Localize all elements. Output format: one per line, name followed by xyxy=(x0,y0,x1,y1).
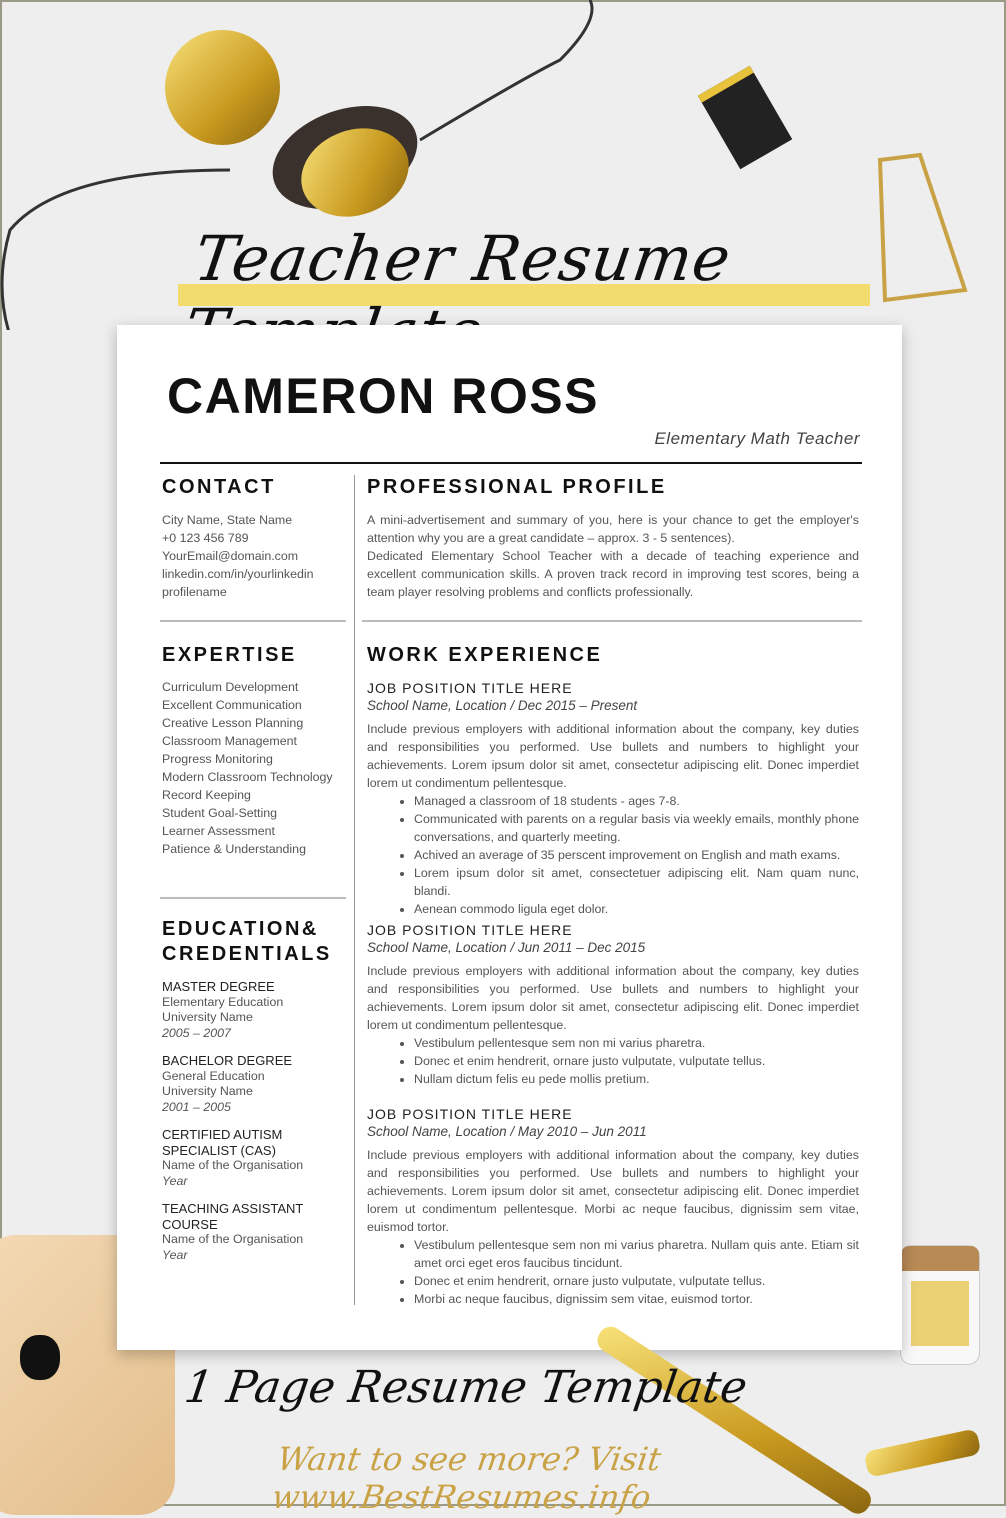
education-title: BACHELOR DEGREE xyxy=(162,1053,293,1068)
section-divider xyxy=(160,897,346,899)
job-entry xyxy=(367,922,859,1088)
banner-title: Teacher Resume xyxy=(190,222,736,295)
job-title: JOB POSITION TITLE HERE xyxy=(367,680,573,696)
contact-list xyxy=(162,511,342,601)
job-description: Include previous employers with additional information about the company, key duties and responsibilities you performed. Use bullets and numbers to highlight your achievements. Lorem ipsum dolor sit amet, consectetur adipiscing elit. Donec imperdiet lorem ut condimentum pellentesque. xyxy=(367,722,859,790)
education-organisation: Name of the Organisation xyxy=(162,1158,304,1172)
resume-page xyxy=(117,325,902,1350)
job-bullet: • Vestibulum pellentesque sem non mi varius pharetra. xyxy=(414,1034,859,1052)
education-year: Year xyxy=(162,1247,188,1262)
paperclip-jar-icon xyxy=(900,1245,980,1365)
resume-role: Elementary Math Teacher xyxy=(654,429,860,448)
job-bullet: • Managed a classroom of 18 students - ages 7-8. xyxy=(414,792,859,810)
education-item xyxy=(162,1201,347,1263)
contact-email[interactable]: YourEmail@domain.com xyxy=(162,549,299,563)
education-item xyxy=(162,1053,347,1115)
section-divider xyxy=(160,620,346,622)
job-bullets xyxy=(367,792,859,918)
section-divider xyxy=(362,620,862,622)
promo-link[interactable]: Want to see more? Visit www.BestResumes.info xyxy=(269,1440,664,1516)
job-description: Include previous employers with additional information about the company, key duties and responsibilities you performed. Use bullets and numbers to highlight your achievements. Lorem ipsum dolor sit amet, consectetur adipiscing elit. Donec imperdiet lorem ut condimentum pellentesque. Morbi ac neque faucibus, dignissim sem vitae, euismod tortor. xyxy=(367,1148,859,1234)
resume-name: CAMERON ROSS xyxy=(167,368,599,424)
education-field: General Education xyxy=(162,1068,265,1083)
job-description: Include previous employers with additional information about the company, key duties and responsibilities you performed. Use bullets and numbers to highlight your achievements. Lorem ipsum dolor sit amet, consectetur adipiscing elit. Donec imperdiet lorem ut condimentum pellentesque. xyxy=(367,964,859,1032)
job-bullets xyxy=(367,1034,859,1088)
job-bullet: • Aenean commodo ligula eget dolor. xyxy=(414,900,859,918)
education-heading-line1: EDUCATION& xyxy=(162,918,319,940)
expertise-list xyxy=(162,678,352,858)
education-list xyxy=(162,979,347,1275)
education-institution: University Name xyxy=(162,1010,253,1024)
profile-description: Dedicated Elementary School Teacher with a decade of teaching experience and excellent communication skills. A proven track record in improving test scores, being a team player resolving problems and conflicts professionally. xyxy=(367,549,859,599)
education-title: MASTER DEGREE xyxy=(162,979,275,994)
job-bullet: • Achived an average of 35 perscent improvement on English and math exams. xyxy=(414,846,859,864)
job-bullet: • Nullam dictum felis eu pede mollis pretium. xyxy=(414,1070,859,1088)
work-heading: WORK EXPERIENCE xyxy=(367,644,603,666)
banner-subtitle: 1 Page Resume Template xyxy=(181,1362,751,1413)
education-title: TEACHING ASSISTANT COURSE xyxy=(162,1201,304,1232)
expertise-item: Patience & Understanding xyxy=(162,842,306,856)
education-item xyxy=(162,979,347,1041)
education-organisation: Name of the Organisation xyxy=(162,1232,304,1246)
education-title: CERTIFIED AUTISM SPECIALIST (CAS) xyxy=(162,1127,283,1158)
profile-text xyxy=(367,511,859,601)
education-year: 2005 – 2007 xyxy=(162,1025,231,1040)
expertise-item: Excellent Communication xyxy=(162,698,302,712)
expertise-item: Student Goal-Setting xyxy=(162,806,278,820)
expertise-item: Curriculum Development xyxy=(162,680,299,694)
expertise-item: Learner Assessment xyxy=(162,824,275,838)
expertise-item: Record Keeping xyxy=(162,788,251,802)
education-heading-line2: CREDENTIALS xyxy=(162,943,332,965)
education-item xyxy=(162,1127,347,1189)
profile-heading: PROFESSIONAL PROFILE xyxy=(367,476,667,498)
education-heading xyxy=(162,917,332,967)
job-bullet: • Donec et enim hendrerit, ornare justo vulputate, vulputate tellus. xyxy=(414,1272,859,1290)
job-entry xyxy=(367,1106,859,1308)
education-field: Elementary Education xyxy=(162,994,284,1009)
job-bullet: • Morbi ac neque faucibus, dignissim sem vitae, euismod tortor. xyxy=(414,1290,859,1308)
job-bullet: • Communicated with parents on a regular basis via weekly emails, monthly phone conversations, and quarterly meeting. xyxy=(414,810,859,846)
job-meta: School Name, Location / Dec 2015 – Present xyxy=(367,698,638,713)
contact-linkedin-profile: profilename xyxy=(162,585,227,599)
expertise-heading: EXPERTISE xyxy=(162,644,297,666)
job-title: JOB POSITION TITLE HERE xyxy=(367,922,573,938)
expertise-item: Classroom Management xyxy=(162,734,297,748)
education-institution: University Name xyxy=(162,1084,253,1098)
job-bullets xyxy=(367,1236,859,1308)
contact-heading: CONTACT xyxy=(162,476,276,498)
job-meta: School Name, Location / May 2010 – Jun 2011 xyxy=(367,1124,647,1139)
contact-phone: +0 123 456 789 xyxy=(162,531,249,545)
job-title: JOB POSITION TITLE HERE xyxy=(367,1106,573,1122)
education-year: 2001 – 2005 xyxy=(162,1099,231,1114)
contact-linkedin[interactable]: linkedin.com/in/yourlinkedin xyxy=(162,567,314,581)
education-year: Year xyxy=(162,1173,188,1188)
job-bullet: • Lorem ipsum dolor sit amet, consectetuer adipiscing elit. Nam quam nunc, blandi. xyxy=(414,864,859,900)
expertise-item: Creative Lesson Planning xyxy=(162,716,304,730)
expertise-item: Progress Monitoring xyxy=(162,752,273,766)
job-entry xyxy=(367,680,859,918)
expertise-item: Modern Classroom Technology xyxy=(162,770,333,784)
profile-summary: A mini-advertisement and summary of you, here is your chance to get the employer's attention why you are a great candidate – approx. 3 - 5 sentences). xyxy=(367,513,859,545)
column-divider xyxy=(354,475,355,1305)
job-bullet: • Vestibulum pellentesque sem non mi varius pharetra. Nullam quis ante. Etiam sit amet orci eget eros faucibus tincidunt. xyxy=(414,1236,859,1272)
header-rule xyxy=(160,462,862,464)
contact-city: City Name, State Name xyxy=(162,513,293,527)
job-bullet: • Donec et enim hendrerit, ornare justo vulputate, vulputate tellus. xyxy=(414,1052,859,1070)
job-meta: School Name, Location / Jun 2011 – Dec 2015 xyxy=(367,940,646,955)
